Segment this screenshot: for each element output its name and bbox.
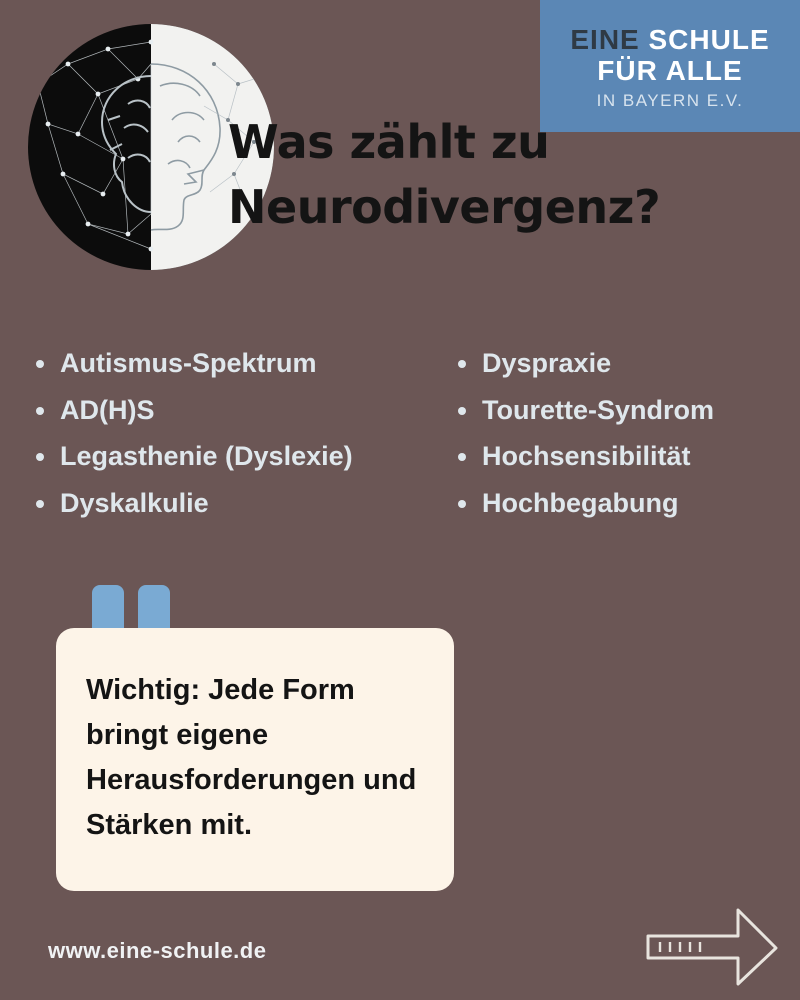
note-text: Wichtig: Jede Form bringt eigene Herausforderungen und Stärken mit. [86, 674, 417, 841]
note-card [56, 628, 454, 891]
list-item: Hochbegabung [450, 480, 800, 527]
list-item: Tourette-Syndrom [450, 387, 800, 434]
list-item: Legasthenie (Dyslexie) [28, 433, 440, 480]
list-column-right [440, 340, 800, 527]
logo-line-3: IN BAYERN E.V. [596, 91, 744, 111]
website-url: www.eine-schule.de [48, 938, 267, 963]
list-item: AD(H)S [28, 387, 440, 434]
page-title-line-2: Neurodivergenz? [228, 180, 661, 235]
page-title [228, 110, 661, 241]
logo-word-schule: SCHULE [648, 23, 770, 55]
list-left [28, 340, 440, 527]
list-item: Dyskalkulie [28, 480, 440, 527]
list-item: Dyspraxie [450, 340, 800, 387]
list-item: Autismus-Spektrum [28, 340, 440, 387]
list-item: Hochsensibilität [450, 433, 800, 480]
neurodivergence-lists [0, 340, 800, 527]
arrow-right-icon [642, 900, 782, 992]
logo-line-1 [570, 25, 769, 54]
page-title-line-1: Was zählt zu [228, 115, 550, 169]
list-right [450, 340, 800, 527]
logo-word-eine: EINE [570, 23, 640, 55]
logo-line-2: FÜR ALLE [597, 55, 743, 86]
list-column-left [0, 340, 440, 527]
